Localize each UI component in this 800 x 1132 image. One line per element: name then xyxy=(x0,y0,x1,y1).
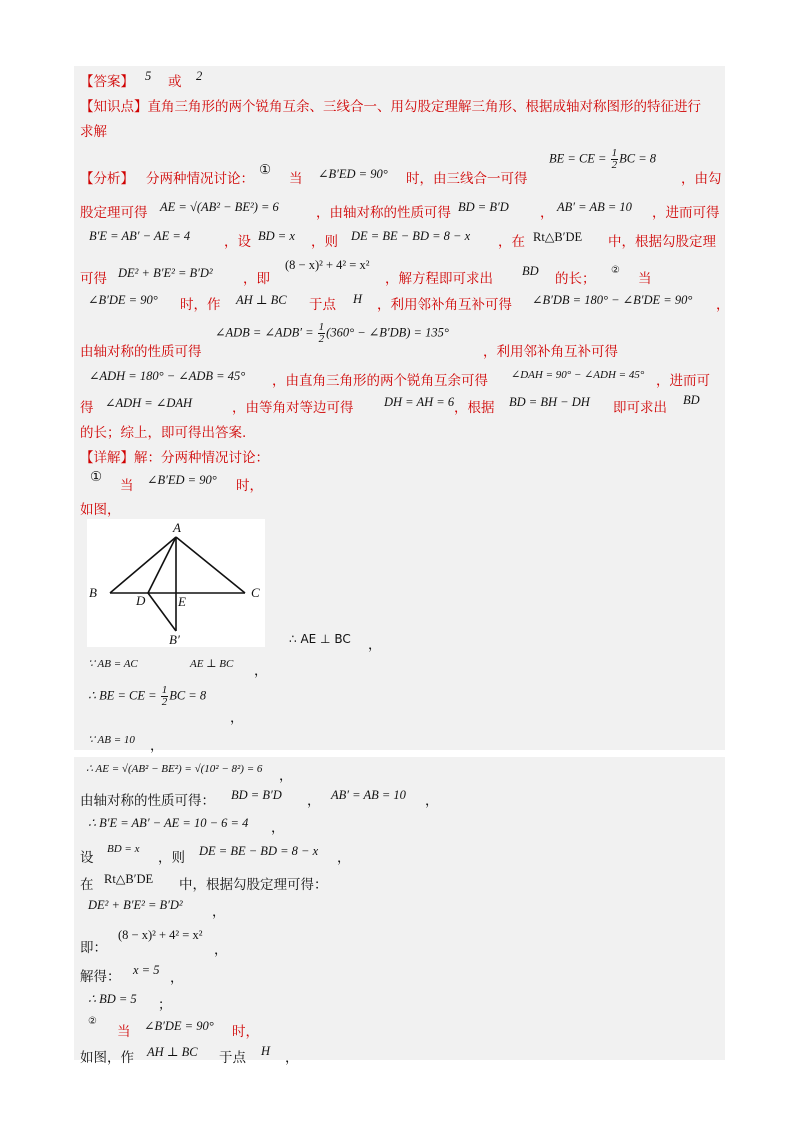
analysis-text-10: 中，根据勾股定理 xyxy=(608,234,716,250)
label-b-prime: B′ xyxy=(169,632,180,647)
analysis-text-12: ，即 xyxy=(243,271,270,287)
solution-comma-2: ， xyxy=(254,663,268,679)
math-be-ce: BE = CE = $\frac{1}{2}$ BC = 8 xyxy=(549,147,657,171)
math-bdx: BD = x xyxy=(258,229,295,243)
segment-ac xyxy=(176,537,245,593)
solution-comma: ， xyxy=(368,637,382,653)
analysis-text-2: 时，由三线合一可得 xyxy=(406,171,528,187)
label-a: A xyxy=(173,520,181,535)
solution-comma-11: ， xyxy=(214,942,228,958)
circle-number-2: ② xyxy=(611,265,620,276)
solution-solve: 解得： xyxy=(80,969,121,985)
math-angle-bed: ∠B′ED = 90° xyxy=(318,167,388,181)
solution-comma-4: ， xyxy=(150,738,164,754)
solution-text-1: 解：分两种情况讨论： xyxy=(134,450,269,466)
solution-be-ce: ∴ BE = CE = $\frac{1}{2}$ BC = 8 xyxy=(88,684,207,708)
solution-bdx: BD = x xyxy=(107,843,140,855)
solution-line-1 xyxy=(80,446,269,466)
solution-comma-13: ， xyxy=(285,1050,299,1066)
solution-comma-9: ， xyxy=(337,850,351,866)
solution-comma-7: ， xyxy=(425,793,439,809)
math-bd-2: BD xyxy=(683,393,700,407)
analysis-text-11: 可得 xyxy=(80,271,107,287)
analysis-when-2: 当 xyxy=(638,271,652,287)
analysis-text-23: ，由等角对等边可得 xyxy=(232,400,354,416)
solution-comma-8: ， xyxy=(271,820,285,836)
solution-ab10: ∵ AB = 10 xyxy=(88,734,135,746)
solution-rt: Rt△B′DE xyxy=(104,872,154,886)
analysis-text-6: ，进而可得 xyxy=(652,205,720,221)
solution-as-figure: 如图， xyxy=(80,502,121,518)
analysis-text-17b: ， xyxy=(716,297,730,313)
math-bd-bd: BD = B′D xyxy=(458,200,509,214)
analysis-text-18: 由轴对称的性质可得 xyxy=(80,344,202,360)
solution-ab10-b: AB′ = AB = 10 xyxy=(331,788,406,802)
solution-bd5: ∴ BD = 5 xyxy=(88,992,137,1006)
math-de: DE = BE − BD = 8 − x xyxy=(351,229,471,243)
solution-be4: ∴ B′E = AB′ − AE = 10 − 6 = 4 xyxy=(88,816,249,830)
solution-comma-6: ， xyxy=(307,793,321,809)
math-adh: ∠ADH = 180° − ∠ADB = 45° xyxy=(89,369,246,383)
solution-pyth: DE² + B′E² = B′D² xyxy=(88,898,183,912)
solution-ae6: ∴ AE = √(AB² − BE²) = √(10² − 8²) = 6 xyxy=(86,763,263,775)
solution-semicolon: ； xyxy=(158,997,172,1013)
analysis-text-1: 分两种情况讨论： xyxy=(146,171,254,187)
solution-ae-perp-2: AE ⊥ BC xyxy=(190,658,234,670)
segment-db-prime xyxy=(148,593,176,631)
math-dah: ∠DAH = 90° − ∠ADH = 45° xyxy=(511,369,645,381)
math-bd-bh: BD = BH − DH xyxy=(509,395,590,409)
math-rt: Rt△B′DE xyxy=(533,230,583,244)
math-dh: DH = AH = 6 xyxy=(384,395,455,409)
solution-at-point: 于点 xyxy=(219,1050,246,1066)
math-be4: B′E = AB′ − AE = 4 xyxy=(89,229,191,243)
analysis-text-24: ，根据 xyxy=(454,400,495,416)
analysis-text-14: 的长； xyxy=(555,271,596,287)
analysis-text-25: 即可求出 xyxy=(613,400,667,416)
analysis-text-17: ，利用邻补角互补可得 xyxy=(377,297,512,313)
answer-value-1: 5 xyxy=(145,69,152,83)
analysis-text-13: ，解方程即可求出 xyxy=(385,271,493,287)
answer-tag: 【答案】 xyxy=(80,74,134,90)
solution-bd-bd: BD = B′D xyxy=(231,788,282,802)
analysis-text-9: ，在 xyxy=(498,234,525,250)
analysis-text-8: ，则 xyxy=(311,234,338,250)
circle-number-1: ① xyxy=(259,162,272,178)
solution-comma-10: ， xyxy=(212,904,226,920)
label-b: B xyxy=(89,585,97,600)
math-angle-bde: ∠B′DE = 90° xyxy=(88,293,158,307)
label-c: C xyxy=(251,585,260,600)
solution-when-1: 当 xyxy=(120,478,134,494)
knowledge-text-1: 直角三角形的两个锐角互余、三线合一、用勾股定理解三角形、根据成轴对称图形的特征进行 xyxy=(147,99,701,115)
solution-symmetry: 由轴对称的性质可得： xyxy=(80,793,215,809)
solution-time-1: 时， xyxy=(236,478,263,494)
math-h: H xyxy=(353,292,363,306)
knowledge-line-2: 求解 xyxy=(80,124,107,140)
solution-when-2: 当 xyxy=(117,1024,131,1040)
analysis-text-16: 于点 xyxy=(309,297,336,313)
solution-h: H xyxy=(261,1044,271,1058)
solution-ah-perp: AH ⊥ BC xyxy=(147,1045,198,1059)
answer-or: 或 xyxy=(168,74,182,90)
solution-angle-bde: ∠B′DE = 90° xyxy=(144,1019,214,1033)
math-bdb: ∠B′DB = 180° − ∠B′DE = 90° xyxy=(532,293,693,307)
analysis-text-3: ，由勾 xyxy=(681,171,722,187)
solution-pyth-text: 中，根据勾股定理可得： xyxy=(179,877,328,893)
solution-comma-3: ， xyxy=(230,710,244,726)
solution-x5: x = 5 xyxy=(133,963,160,977)
answer-value-2: 2 xyxy=(196,69,203,83)
solution-equation: (8 − x)² + 4² = x² xyxy=(118,928,203,942)
math-bd: BD xyxy=(522,264,539,278)
solution-then: ，则 xyxy=(158,850,185,866)
solution-ie: 即： xyxy=(80,940,107,956)
math-ah-perp: AH ⊥ BC xyxy=(236,293,287,307)
analysis-text-7: ，设 xyxy=(224,234,251,250)
solution-ae-perp: ∴ AE ⊥ BC xyxy=(289,632,351,646)
solution-comma-12: ， xyxy=(170,970,184,986)
label-d: D xyxy=(136,593,146,608)
solution-comma-5: ， xyxy=(279,768,293,784)
triangle-figure xyxy=(87,519,265,647)
segment-ad xyxy=(148,537,176,593)
analysis-text-21: ，进而可 xyxy=(656,373,710,389)
math-equation: (8 − x)² + 4² = x² xyxy=(285,258,370,272)
math-ae: AE = √(AB² − BE²) = 6 xyxy=(160,200,279,214)
solution-de: DE = BE − BD = 8 − x xyxy=(199,844,319,858)
analysis-when-1: 当 xyxy=(289,171,303,187)
knowledge-line-1 xyxy=(80,95,701,115)
solution-ab-ac: ∵ AB = AC xyxy=(88,658,138,670)
math-ab10: AB′ = AB = 10 xyxy=(557,200,632,214)
knowledge-tag: 【知识点】 xyxy=(80,99,148,115)
analysis-text-5: ，由轴对称的性质可得 xyxy=(316,205,451,221)
math-pyth: DE² + B′E² = B′D² xyxy=(118,266,213,280)
analysis-text-26: 的长；综上，即可得出答案. xyxy=(80,425,247,441)
label-e: E xyxy=(178,594,186,609)
solution-circle-2: ② xyxy=(88,1016,97,1027)
math-adb: ∠ADB = ∠ADB′ = $\frac{1}{2}$ (360° − ∠B′DB) = 135° xyxy=(215,321,449,345)
solution-time-2: 时， xyxy=(232,1024,259,1040)
analysis-text-4: 股定理可得 xyxy=(80,205,148,221)
analysis-text-20: ，由直角三角形的两个锐角互余可得 xyxy=(272,373,488,389)
analysis-comma: ， xyxy=(540,205,554,221)
solution-angle-bed: ∠B′ED = 90° xyxy=(147,473,217,487)
analysis-tag: 【分析】 xyxy=(80,171,134,187)
analysis-text-19: ，利用邻补角互补可得 xyxy=(483,344,618,360)
math-adh-dah: ∠ADH = ∠DAH xyxy=(105,396,193,410)
analysis-text-22: 得 xyxy=(80,400,94,416)
solution-circle-1: ① xyxy=(90,469,103,485)
solution-let: 设 xyxy=(80,850,94,866)
solution-tag: 【详解】 xyxy=(80,450,134,466)
analysis-text-15: 时，作 xyxy=(180,297,221,313)
solution-fig-make: 如图，作 xyxy=(80,1050,134,1066)
solution-in: 在 xyxy=(80,877,94,893)
segment-ab xyxy=(110,537,176,593)
